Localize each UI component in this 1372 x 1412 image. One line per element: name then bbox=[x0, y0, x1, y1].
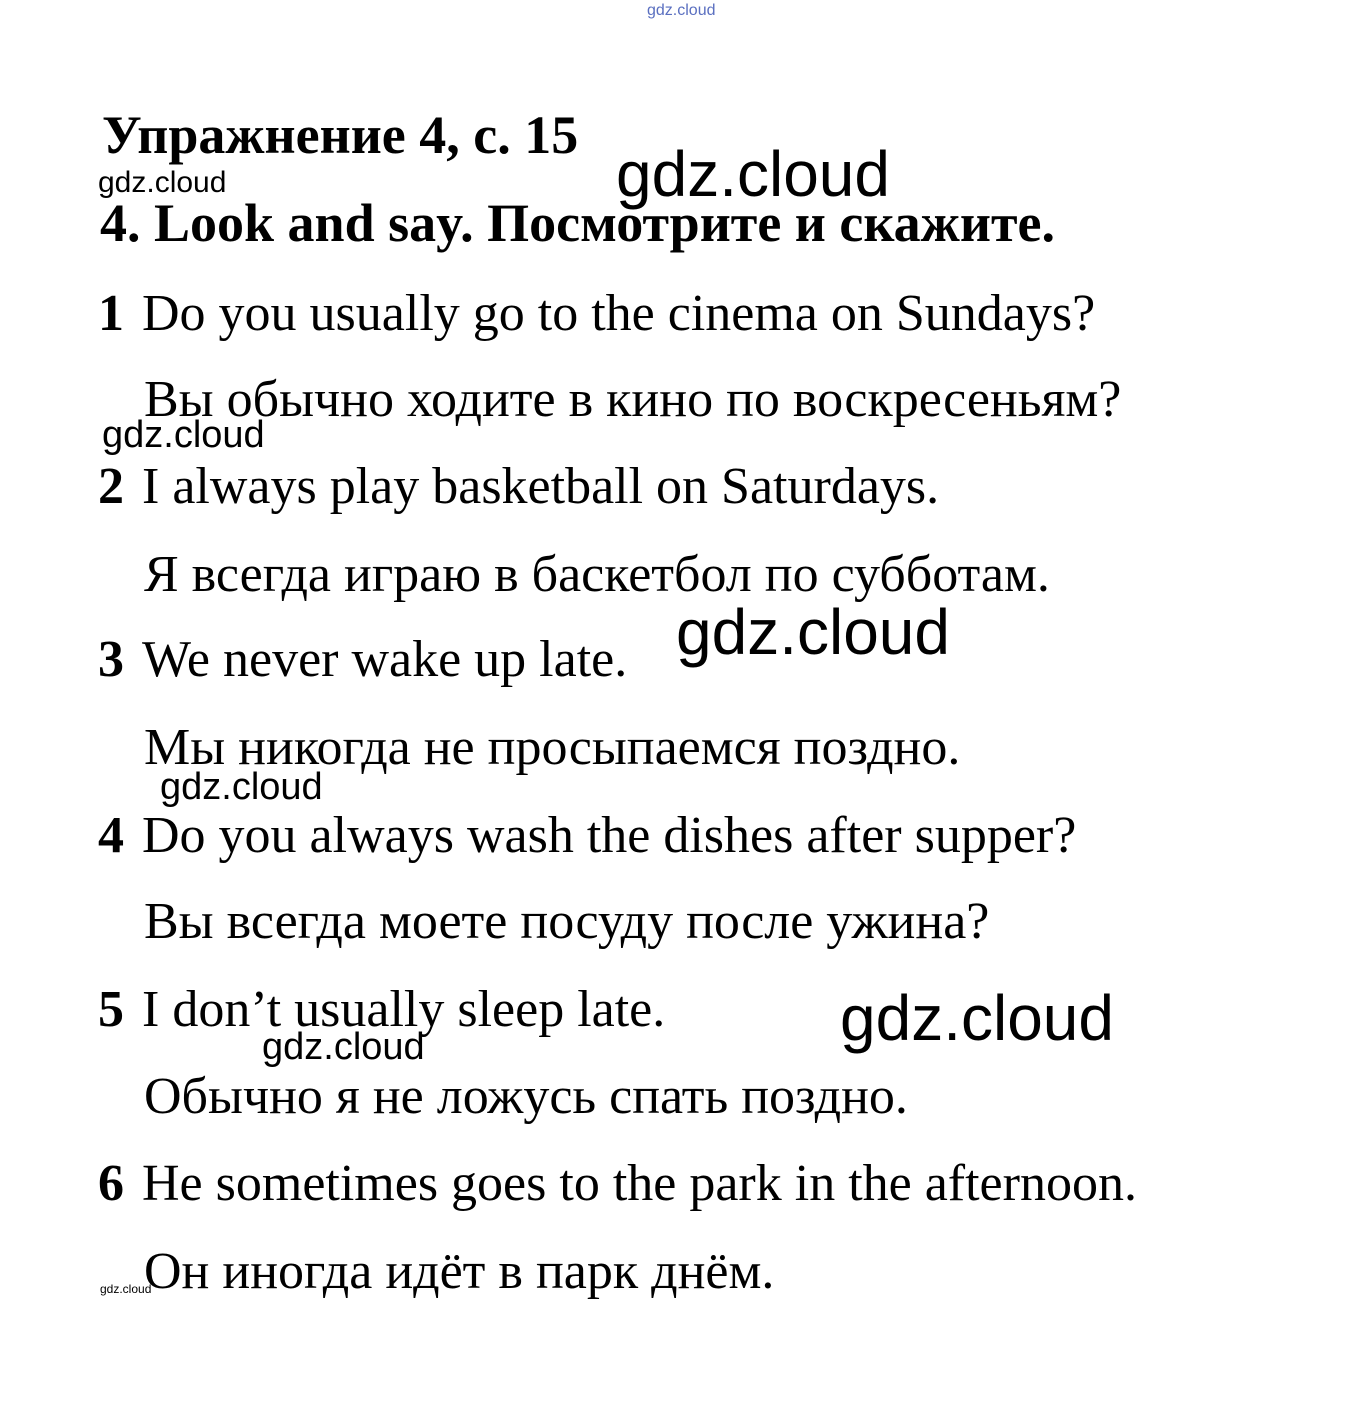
item-6-english bbox=[98, 1155, 1137, 1212]
item-2-russian: Я всегда играю в баскетбол по субботам. bbox=[144, 546, 1050, 603]
item-number: 3 bbox=[98, 631, 124, 688]
english-sentence: I don’t usually sleep late. bbox=[142, 981, 666, 1038]
watermark: gdz.cloud bbox=[262, 1026, 425, 1068]
watermark: gdz.cloud bbox=[98, 166, 227, 199]
english-sentence: Do you always wash the dishes after supper? bbox=[142, 807, 1077, 864]
item-2-english bbox=[98, 458, 940, 515]
item-1-russian: Вы обычно ходите в кино по воскресеньям? bbox=[144, 371, 1122, 428]
task-heading: 4. Look and say. Посмотрите и скажите. bbox=[100, 193, 1055, 253]
item-number: 6 bbox=[98, 1155, 124, 1212]
watermark: gdz.cloud bbox=[100, 1282, 152, 1296]
watermark: gdz.cloud bbox=[160, 766, 323, 808]
item-1-english bbox=[98, 285, 1096, 342]
site-link[interactable]: gdz.cloud bbox=[647, 2, 716, 19]
item-number: 1 bbox=[98, 285, 124, 342]
watermark: gdz.cloud bbox=[676, 596, 950, 668]
item-5-russian: Обычно я не ложусь спать поздно. bbox=[144, 1068, 908, 1125]
item-number: 2 bbox=[98, 458, 124, 515]
watermark: gdz.cloud bbox=[616, 138, 890, 210]
english-sentence: Do you usually go to the cinema on Sundays? bbox=[142, 285, 1096, 342]
english-sentence: I always play basketball on Saturdays. bbox=[142, 458, 940, 515]
item-6-russian: Он иногда идёт в парк днём. bbox=[144, 1243, 775, 1300]
item-3-russian: Мы никогда не просыпаемся поздно. bbox=[144, 719, 961, 776]
item-4-russian: Вы всегда моете посуду после ужина? bbox=[144, 893, 990, 950]
exercise-title: Упражнение 4, с. 15 bbox=[102, 105, 579, 165]
english-sentence: He sometimes goes to the park in the afternoon. bbox=[142, 1155, 1137, 1212]
item-3-english bbox=[98, 631, 628, 688]
watermark: gdz.cloud bbox=[102, 414, 265, 456]
english-sentence: We never wake up late. bbox=[142, 631, 628, 688]
item-number: 4 bbox=[98, 807, 124, 864]
item-number: 5 bbox=[98, 981, 124, 1038]
item-4-english bbox=[98, 807, 1077, 864]
watermark: gdz.cloud bbox=[840, 982, 1114, 1054]
